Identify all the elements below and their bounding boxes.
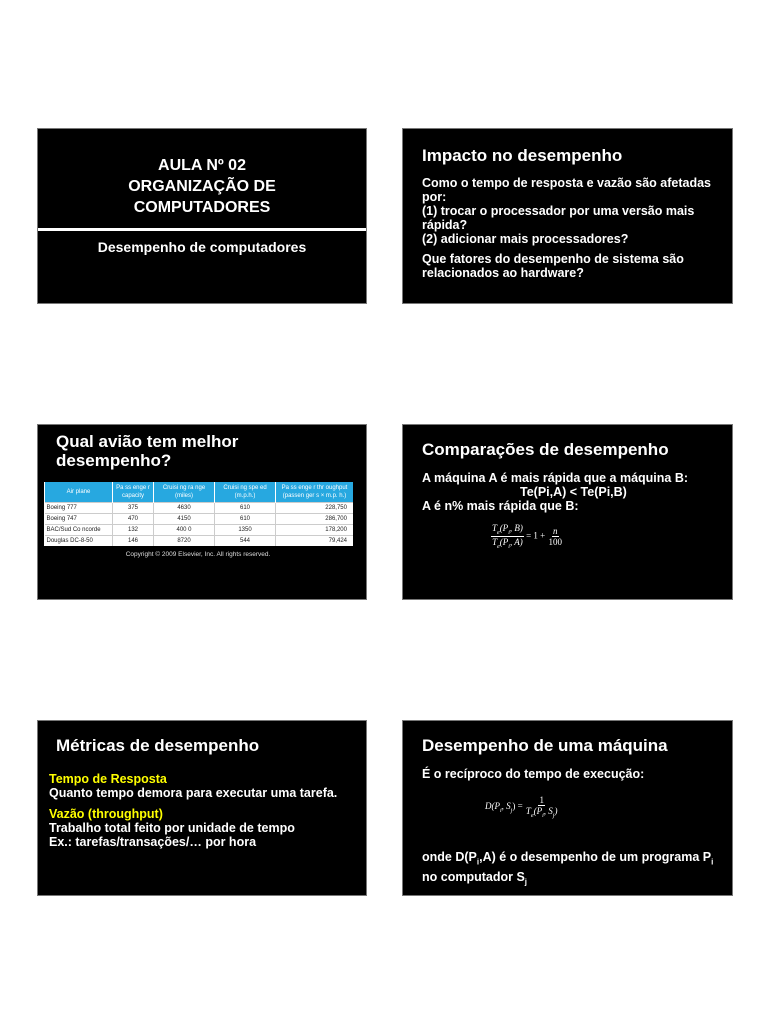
slide-body bbox=[422, 471, 727, 513]
table-cell: 228,750 bbox=[276, 503, 354, 514]
body-line: (1) trocar o processador por uma versão mais bbox=[422, 204, 695, 218]
title-line: ORGANIZAÇÃO DE bbox=[128, 178, 276, 195]
body-line: Como o tempo de resposta e vazão são afetadas bbox=[422, 176, 711, 190]
table-row bbox=[45, 536, 354, 547]
title-line: AULA Nº 02 bbox=[158, 157, 246, 174]
slide-heading: Desempenho de uma máquina bbox=[422, 736, 668, 755]
body-line: A é n% mais rápida que B: bbox=[422, 499, 579, 513]
body-line: rápida? bbox=[422, 218, 468, 232]
table-header: Pa ss enge r capacity bbox=[113, 482, 154, 503]
slide-subtitle: Desempenho de computadores bbox=[97, 239, 307, 255]
body-line: Trabalho total feito por unidade de tempo bbox=[49, 821, 295, 835]
table-row bbox=[45, 525, 354, 536]
body-line: Quanto tempo demora para executar uma tarefa. bbox=[49, 786, 338, 800]
table-header: Pa ss enge r thr oughput (passen ger s × m.p. h.) bbox=[276, 482, 354, 503]
slide-desempenho-maquina bbox=[402, 720, 733, 896]
slide-body bbox=[422, 176, 727, 280]
body-line: Te(Pi,A) < Te(Pi,B) bbox=[520, 485, 627, 499]
body-line: Ex.: tarefas/transações/… por hora bbox=[49, 835, 257, 849]
formula-reciprocal: $D(P_i$, $S_j$) = $\frac{1}{T_e(P_i, S_j)}$ bbox=[485, 795, 558, 819]
table-cell: Boeing 777 bbox=[45, 503, 113, 514]
table-cell: 132 bbox=[113, 525, 154, 536]
heading-line: desempenho? bbox=[56, 451, 172, 470]
metric-heading: Vazão (throughput) bbox=[49, 807, 163, 821]
table-header: Air plane bbox=[45, 482, 113, 503]
slide-heading: Comparações de desempenho bbox=[422, 440, 669, 459]
body-line: onde $D(P_i,A)$ é o desempenho de um programa $P_i$ bbox=[422, 850, 714, 867]
body-line: Que fatores do desempenho de sistema são bbox=[422, 252, 684, 266]
body-line: A máquina A é mais rápida que a máquina B: bbox=[422, 471, 689, 485]
metric-heading: Tempo de Resposta bbox=[49, 772, 167, 786]
table-cell: 79,424 bbox=[276, 536, 354, 547]
table-cell: 544 bbox=[215, 536, 276, 547]
table-cell: 1350 bbox=[215, 525, 276, 536]
table-row bbox=[45, 503, 354, 514]
body-line: relacionados ao hardware? bbox=[422, 266, 584, 280]
table-cell: 4630 bbox=[154, 503, 215, 514]
slide-body bbox=[422, 850, 732, 889]
copyright-text: Copyright © 2009 Elsevier, Inc. All rights reserved. bbox=[125, 551, 271, 558]
slide-aviao bbox=[37, 424, 367, 600]
table-header: Cruisi ng spe ed (m.p.h.) bbox=[215, 482, 276, 503]
title-line: COMPUTADORES bbox=[133, 199, 271, 216]
table-cell: Douglas DC-8-50 bbox=[45, 536, 113, 547]
formula-n-percent: $\frac{T_e(P_i, B)}{T_e(P_i, A)}$ = 1 + $\frac{n}{100}$ bbox=[492, 523, 563, 550]
slide-heading bbox=[56, 432, 238, 470]
heading-line: Qual avião tem melhor bbox=[56, 432, 239, 451]
airplane-table bbox=[44, 482, 353, 546]
table-header: Cruisi ng ra nge (miles) bbox=[154, 482, 215, 503]
slide-heading: Impacto no desempenho bbox=[422, 146, 623, 165]
slide-title-heading bbox=[38, 155, 366, 218]
table-cell: 470 bbox=[113, 514, 154, 525]
body-line: (2) adicionar mais processadores? bbox=[422, 232, 629, 246]
table-cell: 178,200 bbox=[276, 525, 354, 536]
table-cell: 610 bbox=[215, 503, 276, 514]
slide-heading: Métricas de desempenho bbox=[56, 736, 260, 755]
table-cell: BAC/Sud Co ncorde bbox=[45, 525, 113, 536]
body-line: no computador $S_j$ bbox=[422, 869, 528, 886]
body-line: por: bbox=[422, 190, 447, 204]
table-cell: 8720 bbox=[154, 536, 215, 547]
slide-comparacoes bbox=[402, 424, 733, 600]
slide-impacto bbox=[402, 128, 733, 304]
body-line: É o recíproco do tempo de execução: bbox=[422, 767, 645, 781]
table-cell: 146 bbox=[113, 536, 154, 547]
table-cell: 286,700 bbox=[276, 514, 354, 525]
table-cell: 400 0 bbox=[154, 525, 215, 536]
table-cell: 4150 bbox=[154, 514, 215, 525]
table-cell: 610 bbox=[215, 514, 276, 525]
slide-body bbox=[49, 772, 361, 849]
slide-metricas bbox=[37, 720, 367, 896]
table-cell: Boeing 747 bbox=[45, 514, 113, 525]
table-row bbox=[45, 514, 354, 525]
slide-title bbox=[37, 128, 367, 304]
table-cell: 375 bbox=[113, 503, 154, 514]
divider bbox=[38, 228, 366, 231]
